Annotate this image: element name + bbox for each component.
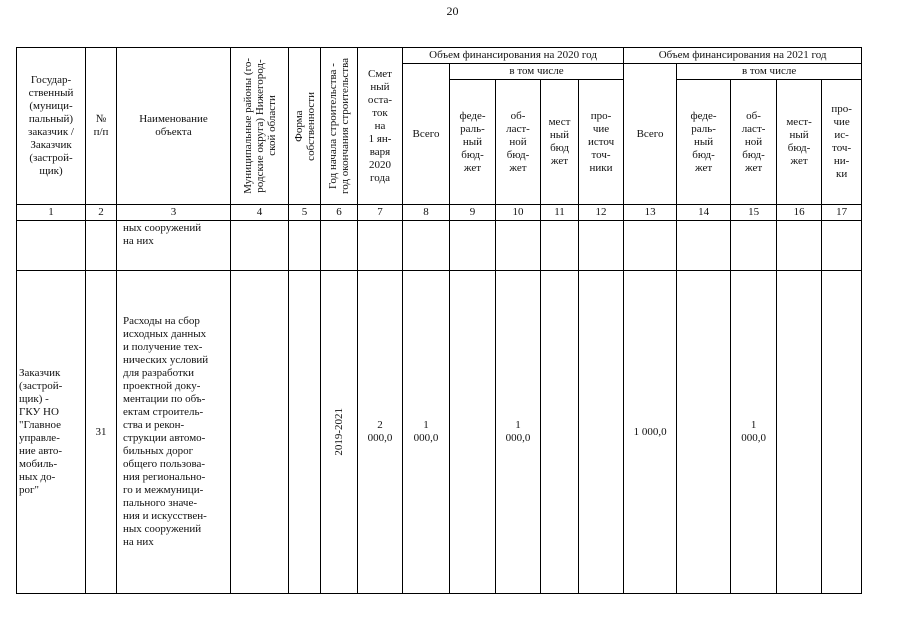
row-name: Расходы на сбор исходных данных и получение тех- нических условий для разработки проектной доку- ментации по объ- ектам строитель- ства и рекон- струкции автомо- бильных дорог общего пользова- ния регионально- го и межмуници- пального значе- ния и искусствен- ных сооружений на них — [117, 271, 231, 594]
row-district — [231, 271, 289, 594]
header-other-2020: про- чие источ точ- ники — [579, 80, 624, 205]
row-years — [321, 271, 358, 594]
header-years-text: Год начала строительства - год окончания строительства — [327, 58, 351, 194]
row-local-2020 — [541, 271, 579, 594]
continuation-row — [17, 221, 862, 271]
header-other-2021: про- чие ис- точ- ни- ки — [822, 80, 862, 205]
row-local-2021 — [777, 271, 822, 594]
row-total-2021: 1 000,0 — [624, 271, 677, 594]
column-number: 11 — [541, 205, 579, 221]
header-federal-2020: феде- раль- ный бюд- жет — [450, 80, 496, 205]
financing-table — [16, 47, 862, 594]
header-local-2021: мест- ный бюд- жет — [777, 80, 822, 205]
row-federal-2021 — [677, 271, 731, 594]
header-ownership — [289, 48, 321, 205]
row-years-text: 2019-2021 — [333, 408, 345, 456]
header-fin-2021: Объем финансирования на 2021 год — [624, 48, 862, 64]
header-fin-2020: Объем финансирования на 2020 год — [403, 48, 624, 64]
column-number: 12 — [579, 205, 624, 221]
header-incl-2020: в том числе — [450, 64, 624, 80]
row-balance: 2 000,0 — [358, 271, 403, 594]
header-federal-2021: феде- раль- ный бюд- жет — [677, 80, 731, 205]
row-other-2021 — [822, 271, 862, 594]
row-total-2020: 1 000,0 — [403, 271, 450, 594]
row-federal-2020 — [450, 271, 496, 594]
header-districts-text: Муниципальные районы (го- родские округа) Нижегород- ской области — [241, 58, 278, 194]
table-row — [17, 271, 862, 594]
header-ownership-text: Форма собственности — [292, 91, 317, 161]
column-number: 7 — [358, 205, 403, 221]
header-regional-2020: об- ласт- ной бюд- жет — [496, 80, 541, 205]
row-other-2020 — [579, 271, 624, 594]
column-number: 4 — [231, 205, 289, 221]
column-number: 13 — [624, 205, 677, 221]
header-local-2020: мест ный бюд жет — [541, 80, 579, 205]
page-number: 20 — [446, 4, 459, 18]
header-name: Наименование объекта — [117, 48, 231, 205]
header-total-2021: Всего — [624, 64, 677, 205]
header-total-2020: Всего — [403, 64, 450, 205]
column-number: 6 — [321, 205, 358, 221]
column-number: 8 — [403, 205, 450, 221]
column-number: 2 — [86, 205, 117, 221]
row-regional-2021: 1 000,0 — [731, 271, 777, 594]
header-regional-2021: об- ласт- ной бюд- жет — [731, 80, 777, 205]
row-customer: Заказчик (застрой- щик) - ГКУ НО "Главное управле- ние авто- мобиль- ных до- рог" — [17, 271, 86, 594]
row-regional-2020: 1 000,0 — [496, 271, 541, 594]
header-incl-2021: в том числе — [677, 64, 862, 80]
column-number: 3 — [117, 205, 231, 221]
column-number: 16 — [777, 205, 822, 221]
continuation-name: ных сооружений на них — [117, 221, 231, 271]
column-number: 5 — [289, 205, 321, 221]
header-districts — [231, 48, 289, 205]
header-num: № п/п — [86, 48, 117, 205]
column-numbers-row — [17, 205, 862, 221]
header-balance: Смет ный оста- ток на 1 ян- варя 2020 года — [358, 48, 403, 205]
column-number: 9 — [450, 205, 496, 221]
column-number: 1 — [17, 205, 86, 221]
column-number: 15 — [731, 205, 777, 221]
header-years — [321, 48, 358, 205]
header-customer: Государ- ственный (муници- пальный) заказчик / Заказчик (застрой- щик) — [17, 48, 86, 205]
column-number: 17 — [822, 205, 862, 221]
row-ownership — [289, 271, 321, 594]
column-number: 10 — [496, 205, 541, 221]
row-num: 31 — [86, 271, 117, 594]
column-number: 14 — [677, 205, 731, 221]
